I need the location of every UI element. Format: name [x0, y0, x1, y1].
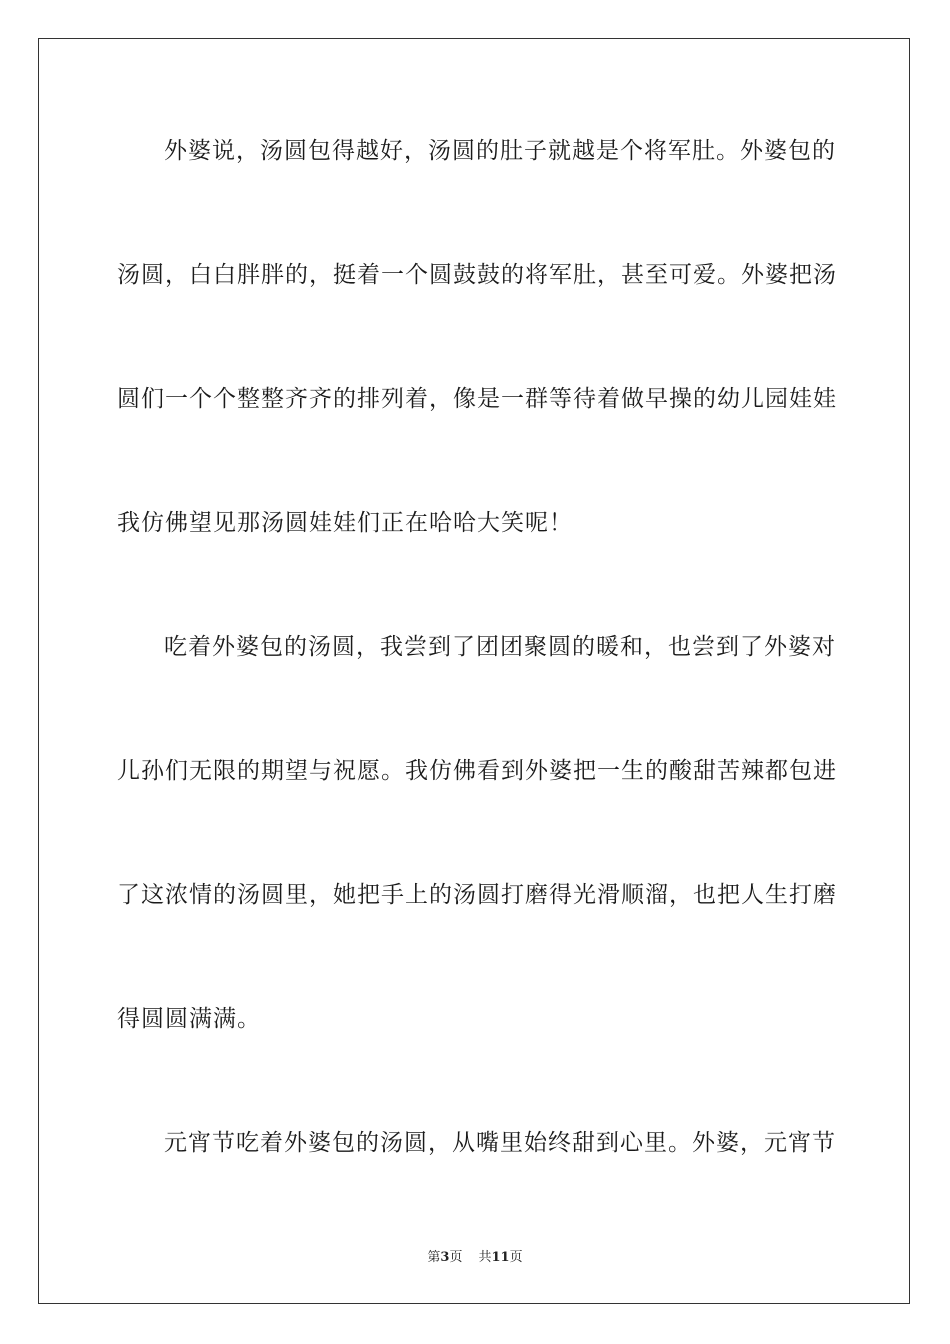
total-suffix: 页: [509, 1250, 523, 1265]
text-line-4: 我仿佛望见那汤圆娃娃们正在哈哈大笑呢！: [117, 510, 573, 536]
text-line-2: 汤圆，白白胖胖的，挺着一个圆鼓鼓的将军肚，甚至可爱。外婆把汤: [117, 262, 837, 288]
page-border: [38, 38, 910, 1304]
page-suffix: 页: [449, 1250, 463, 1265]
page-number: 3: [440, 1250, 450, 1265]
text-line-5: 吃着外婆包的汤圆，我尝到了团团聚圆的暖和，也尝到了外婆对: [164, 634, 836, 660]
total-prefix: 共: [478, 1250, 492, 1265]
page-prefix: 第: [427, 1250, 441, 1265]
text-line-3: 圆们一个个整整齐齐的排列着，像是一群等待着做早操的幼儿园娃娃: [117, 386, 837, 412]
total-pages: 11: [491, 1250, 510, 1265]
page-footer: [0, 1246, 950, 1265]
text-line-9: 元宵节吃着外婆包的汤圆，从嘴里始终甜到心里。外婆，元宵节: [164, 1130, 836, 1156]
text-line-7: 了这浓情的汤圆里，她把手上的汤圆打磨得光滑顺溜，也把人生打磨: [117, 882, 837, 908]
text-line-1: 外婆说，汤圆包得越好，汤圆的肚子就越是个将军肚。外婆包的: [164, 138, 836, 164]
text-line-6: 儿孙们无限的期望与祝愿。我仿佛看到外婆把一生的酸甜苦辣都包进: [117, 758, 837, 784]
text-line-8: 得圆圆满满。: [117, 1006, 261, 1032]
